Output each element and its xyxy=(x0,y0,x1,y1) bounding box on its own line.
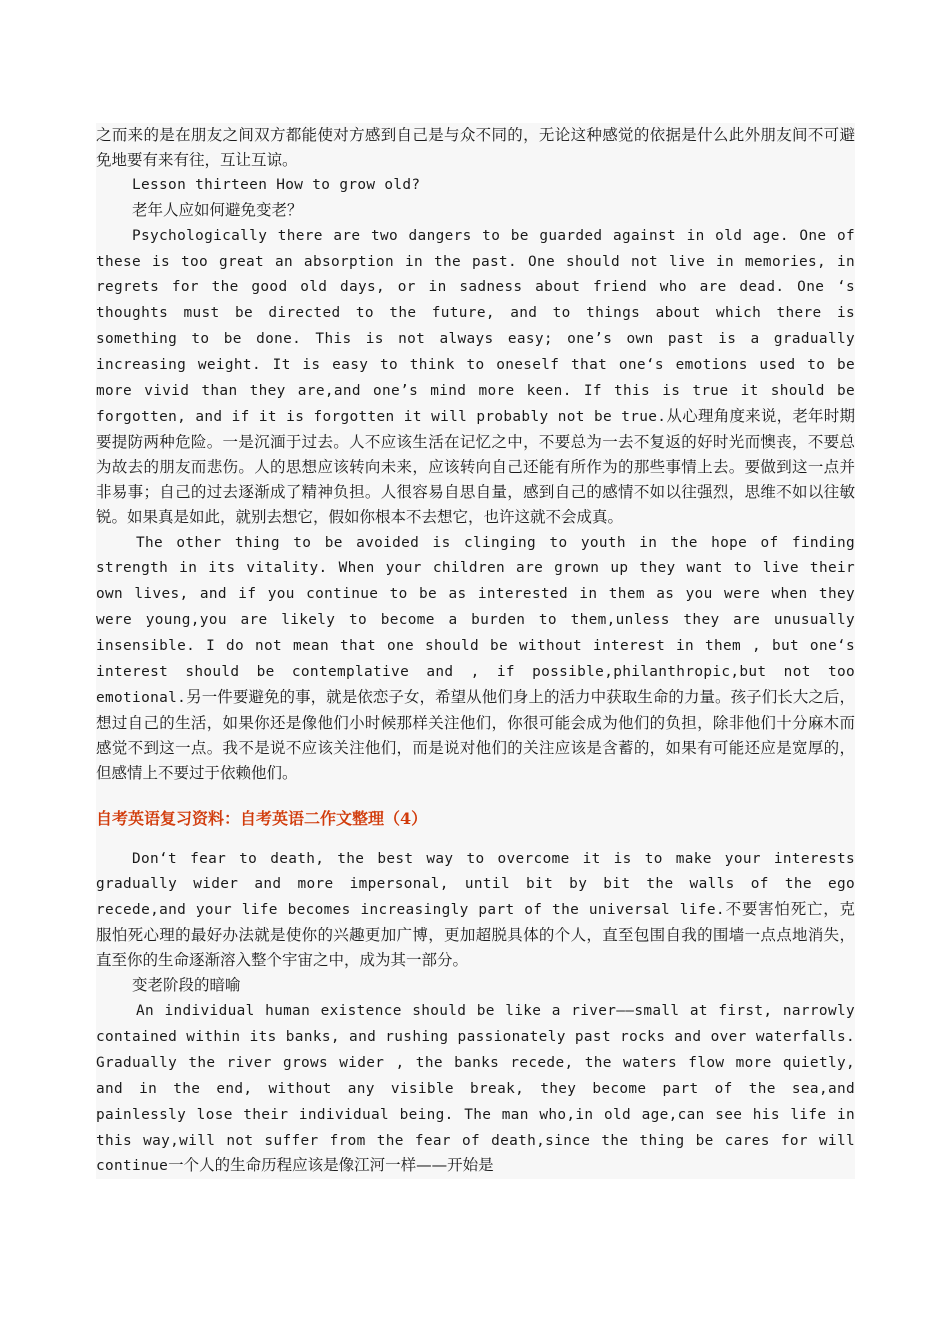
essay-4-block xyxy=(96,846,855,1180)
metaphor-subtitle: 变老阶段的暗喻 xyxy=(132,976,241,995)
paragraph-death-en: Don‘t fear to death, the best way to overcome it is to make your interests gradually wider and more impersonal, until bit by bit the walls of the ego recede,and your life becomes increasingly part of the universal life. xyxy=(96,850,855,919)
paragraph-river xyxy=(96,998,855,1179)
paragraph-death-zh: 不要害怕死亡，克服怕死心理的最好办法就是使你的兴趣更加广博，更加超脱具体的个人，直至包围自我的围墙一点点地消失，直至你的生命逐渐溶入整个宇宙之中，成为其一部分。 xyxy=(96,900,855,970)
spacer xyxy=(96,786,855,806)
paragraph-dangers-zh: 从心理角度来说，老年时期要提防两种危险。一是沉湎于过去。人不应该生活在记忆之中，不要总为一去不复返的好时光而懊丧，不要总为故去的朋友而悲伤。人的思想应该转向未来，应该转向自己还能有所作为的那些事情上去。要做到这一点并非易事；自己的过去逐渐成了精神负担。人很容易自思自量，感到自己的感情不如以往强烈，思维不如以往敏锐。如果真是如此，就别去想它，假如你根本不去想它，也许这就不会成真。 xyxy=(96,406,855,526)
spacer xyxy=(96,832,855,846)
paragraph-river-en: An individual human existence should be like a river——small at first, narrowly contained within its banks, and rushing passionately past rocks and over waterfalls. Gradually the river grows wider , the banks recede, the waters flow more quietly, and in the end, without any visible break, they become part of the sea,and painlessly lose their individual being. The man who,in old age,can see his life in this way,will not suffer from the fear of death,since the thing be cares for will continue xyxy=(96,1003,855,1175)
lesson-13-block xyxy=(96,123,855,786)
paragraph-youth-zh: 另一件要避免的事，就是依恋子女，希望从他们身上的活力中获取生命的力量。孩子们长大之后，想过自己的生活，如果你还是像他们小时候那样关注他们，你很可能会成为他们的负担，除非他们十分麻木而感觉不到这一点。我不是说不应该关注他们，而是说对他们的关注应该是含蓄的，如果有可能还应是宽厚的，但感情上不要过于依赖他们。 xyxy=(96,687,855,782)
paragraph-youth-en: The other thing to be avoided is clinging to youth in the hope of finding strength in its vitality. When your children are grown up they want to live their own lives, and if you continue to be as interested in them as you were when they were young,you are likely to become a burden to them,unless they are unusually insensible. I do not mean that one should be without interest in them , but one‘s interest should be contemplative and , if possible,philanthropic,but not too emotional. xyxy=(96,534,855,706)
section-heading: 自考英语复习资料：自考英语二作文整理（4） xyxy=(96,806,855,832)
paragraph-dangers xyxy=(96,223,855,530)
document-content xyxy=(96,123,855,1179)
paragraph-youth xyxy=(96,530,855,786)
paragraph-river-zh: 一个人的生命历程应该是像江河一样——开始是 xyxy=(168,1156,494,1175)
lesson-title-zh: 老年人应如何避免变老？ xyxy=(132,200,303,219)
intro-paragraph: 之而来的是在朋友之间双方都能使对方感到自己是与众不同的，无论这种感觉的依据是什么此外朋友间不可避免地要有来有往，互让互谅。 xyxy=(96,126,855,169)
lesson-title: Lesson thirteen How to grow old? xyxy=(132,176,421,193)
paragraph-dangers-en: Psychologically there are two dangers to be guarded against in old age. One of these is too great an absorption in the past. One should not live in memories, in regrets for the good old days, or in sadness about friend who are dead. One ‘s thoughts must be directed to the future, and to things about which there is something to be done. This is not always easy; one’s own past is a gradually increasing weight. It is easy to think to oneself that one‘s emotions used to be more vivid than they are,and one’s mind more keen. If this is true it should be forgotten, and if it is forgotten it will probably not be true. xyxy=(96,227,855,425)
paragraph-death xyxy=(96,846,855,974)
